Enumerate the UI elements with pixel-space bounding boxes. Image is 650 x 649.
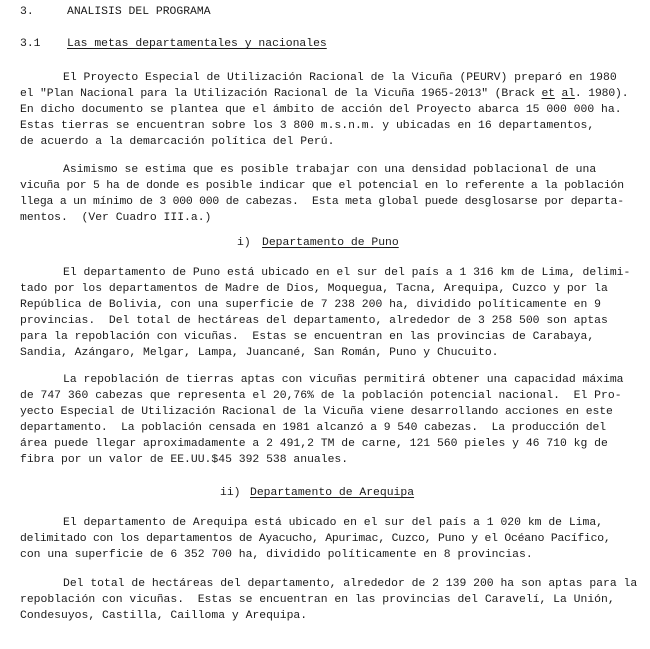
heading-puno-number: i): [237, 237, 251, 249]
text-line: [20, 87, 628, 101]
subsection-number: 3.1: [20, 38, 41, 50]
text-line: Estas tierras se encuentran sobre los 3 800 m.s.n.m. y ubicadas en 16 departamentos,: [20, 120, 595, 132]
text-line: provincias. Del total de hectáreas del departamento, alrededor de 3 258 500 son aptas: [20, 315, 608, 327]
text-line: área puede llegar aproximadamente a 2 491,2 TM de carne, 121 560 pieles y 46 710 kg de: [20, 438, 608, 450]
heading-arequipa-number: ii): [220, 487, 241, 499]
text-line: de acuerdo a la demarcación política del Perú.: [20, 136, 335, 148]
text-line: Asimismo se estima que es posible trabajar con una densidad poblacional de una: [63, 164, 597, 176]
heading-puno-title: Departamento de Puno: [262, 237, 399, 249]
text-line: para la repoblación con vicuñas. Estas se encuentran en las provincias de Carabaya,: [20, 331, 595, 343]
text-line: República de Bolivia, con una superficie de 7 238 200 ha, dividido políticamente en 9: [20, 299, 602, 311]
text-line: El departamento de Puno está ubicado en el sur del país a 1 316 km de Lima, delimi-: [63, 267, 631, 279]
text-line: repoblación con vicuñas. Estas se encuentran en las provincias del Caravelí, La Unión,: [20, 594, 615, 606]
text-line: Sandia, Azángaro, Melgar, Lampa, Juancané, San Román, Puno y Chucuito.: [20, 347, 499, 359]
text-line: vicuña por 5 ha de donde es posible indicar que el potencial en lo referente a la población: [20, 180, 624, 192]
text-line: Condesuyos, Castilla, Cailloma y Arequipa.: [20, 610, 308, 622]
text-line: En dicho documento se plantea que el ámbito de acción del Proyecto abarca 15 000 000 ha.: [20, 104, 622, 116]
text-line: yecto Especial de Utilización Racional de la Vicuña viene desarrollando acciones en este: [20, 406, 613, 418]
text-line: El Proyecto Especial de Utilización Racional de la Vicuña (PEURV) preparó en 1980: [63, 72, 617, 84]
text-line: de 747 360 cabezas que representa el 20,76% de la población potencial nacional. El Pro-: [20, 390, 622, 402]
text-line: Del total de hectáreas del departamento, alrededor de 2 139 200 ha son aptas para la: [63, 578, 638, 590]
section-number: 3.: [20, 6, 34, 18]
text-span: [555, 88, 562, 100]
text-line: con una superficie de 6 352 700 ha, dividido políticamente en 8 provincias.: [20, 549, 533, 561]
text-span: . 1980).: [574, 88, 629, 100]
section-title: ANALISIS DEL PROGRAMA: [67, 6, 211, 18]
text-span: el "Plan Nacional para la Utilización Racional de la Vicuña 1965-2013" (Brack: [20, 88, 542, 100]
text-line: delimitado con los departamentos de Ayacucho, Apurimac, Cuzco, Puno y el Océano Pacífico,: [20, 533, 611, 545]
citation-al: al: [561, 88, 575, 100]
text-line: tado por los departamentos de Madre de Dios, Moquegua, Tacna, Arequipa, Cuzco y por la: [20, 283, 608, 295]
subsection-title: Las metas departamentales y nacionales: [67, 38, 327, 50]
citation-et: et: [541, 88, 555, 100]
text-line: llega a un mínimo de 3 000 000 de cabezas. Esta meta global puede desglosarse por departa-: [20, 196, 624, 208]
heading-arequipa-title: Departamento de Arequipa: [250, 487, 415, 499]
text-line: mentos. (Ver Cuadro III.a.): [20, 212, 212, 224]
text-line: La repoblación de tierras aptas con vicuñas permitirá obtener una capacidad máxima: [63, 374, 624, 386]
text-line: fibra por un valor de EE.UU.$45 392 538 anuales.: [20, 454, 349, 466]
text-line: El departamento de Arequipa está ubicado en el sur del país a 1 020 km de Lima,: [63, 517, 604, 529]
text-line: departamento. La población censada en 1981 alcanzó a 9 540 cabezas. La producción del: [20, 422, 606, 434]
